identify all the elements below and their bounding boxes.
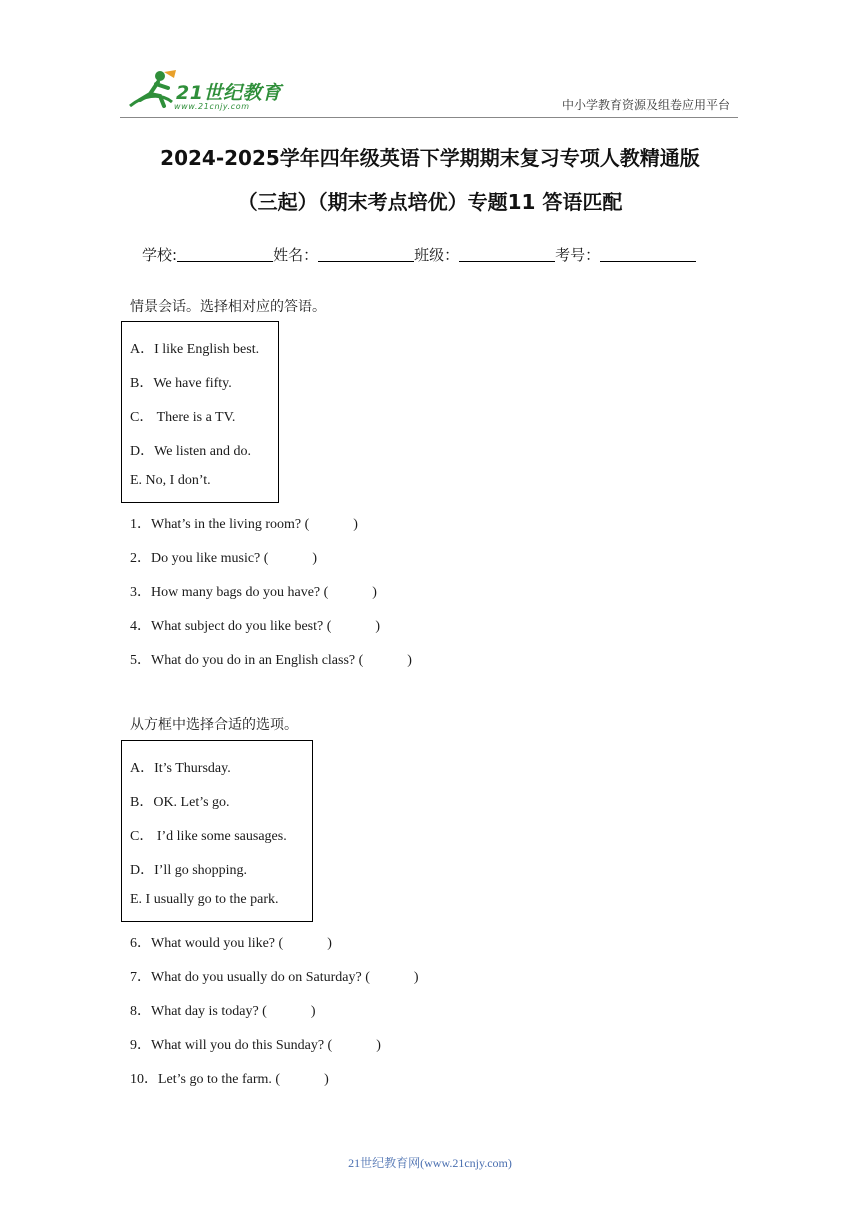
question-text: 7．What do you usually do on Saturday? (: [130, 970, 370, 985]
question-text: 9．What will you do this Sunday? (: [130, 1038, 333, 1053]
class-label: 班级：: [414, 246, 460, 264]
exam-no-label: 考号：: [555, 246, 601, 264]
question-close: ): [324, 1072, 329, 1087]
question-item: [130, 1034, 381, 1054]
question-item: [130, 615, 380, 635]
student-info: [142, 244, 696, 265]
exam-no-blank[interactable]: [600, 246, 696, 262]
question-close: ): [310, 1004, 316, 1019]
section1-options-box: [121, 321, 279, 503]
section1-instruction: 情景会话。选择相对应的答语。: [130, 299, 326, 315]
option-item: B．We have fifty.: [130, 376, 232, 391]
section2-instruction: 从方框中选择合适的选项。: [130, 717, 298, 733]
name-label: 姓名：: [273, 246, 319, 264]
question-item: [130, 1068, 329, 1088]
option-item: E. I usually go to the park.: [130, 892, 279, 907]
question-item: [130, 966, 419, 986]
question-text: 3．How many bags do you have? (: [130, 585, 329, 600]
option-item: D．I’ll go shopping.: [130, 863, 248, 878]
option-item: E. No, I don’t.: [130, 473, 211, 488]
question-close: ): [407, 653, 412, 668]
class-blank[interactable]: [459, 246, 555, 262]
question-item: [130, 932, 332, 952]
logo-url: www.21cnjy.com: [174, 102, 250, 111]
question-item: [130, 547, 317, 567]
question-close: ): [376, 1038, 381, 1053]
platform-label: 中小学教育资源及组卷应用平台: [561, 98, 730, 112]
page-title-line2: （三起）（期末考点培优）专题11 答语匹配: [237, 190, 623, 214]
question-close: ): [312, 551, 318, 566]
logo-text: 21世纪教育: [176, 82, 282, 104]
question-text: 8．What day is today? (: [130, 1004, 267, 1019]
name-blank[interactable]: [318, 246, 414, 262]
section2-options-box: [121, 740, 313, 922]
question-text: 10．Let’s go to the farm. (: [130, 1072, 281, 1087]
option-item: C． There is a TV.: [130, 410, 236, 425]
question-text: 2．Do you like music? (: [130, 551, 269, 566]
option-item: B．OK. Let’s go.: [130, 795, 230, 810]
option-item: A．It’s Thursday.: [130, 761, 231, 776]
question-text: 1．What’s in the living room? (: [130, 517, 310, 532]
question-item: [130, 1000, 316, 1020]
question-text: 5．What do you do in an English class? (: [130, 653, 364, 668]
question-close: ): [375, 619, 381, 634]
question-close: ): [353, 517, 358, 532]
option-item: A．I like English best.: [130, 342, 260, 357]
option-item: C． I’d like some sausages.: [130, 829, 287, 844]
question-item: [130, 581, 377, 601]
question-close: ): [327, 936, 332, 951]
school-label: 学校:: [142, 246, 178, 264]
page-title-line1: 2024-2025学年四年级英语下学期期末复习专项人教精通版: [160, 146, 700, 170]
school-blank[interactable]: [177, 246, 273, 262]
question-text: 4．What subject do you like best? (: [130, 619, 332, 634]
header-divider: [120, 117, 738, 118]
question-item: [130, 649, 412, 669]
question-close: ): [413, 970, 419, 985]
question-item: [130, 513, 358, 533]
question-close: ): [372, 585, 377, 600]
footer-link[interactable]: 21世纪教育网(www.21cnjy.com): [348, 1156, 512, 1170]
question-text: 6．What would you like? (: [130, 936, 284, 951]
option-item: D．We listen and do.: [130, 444, 251, 459]
